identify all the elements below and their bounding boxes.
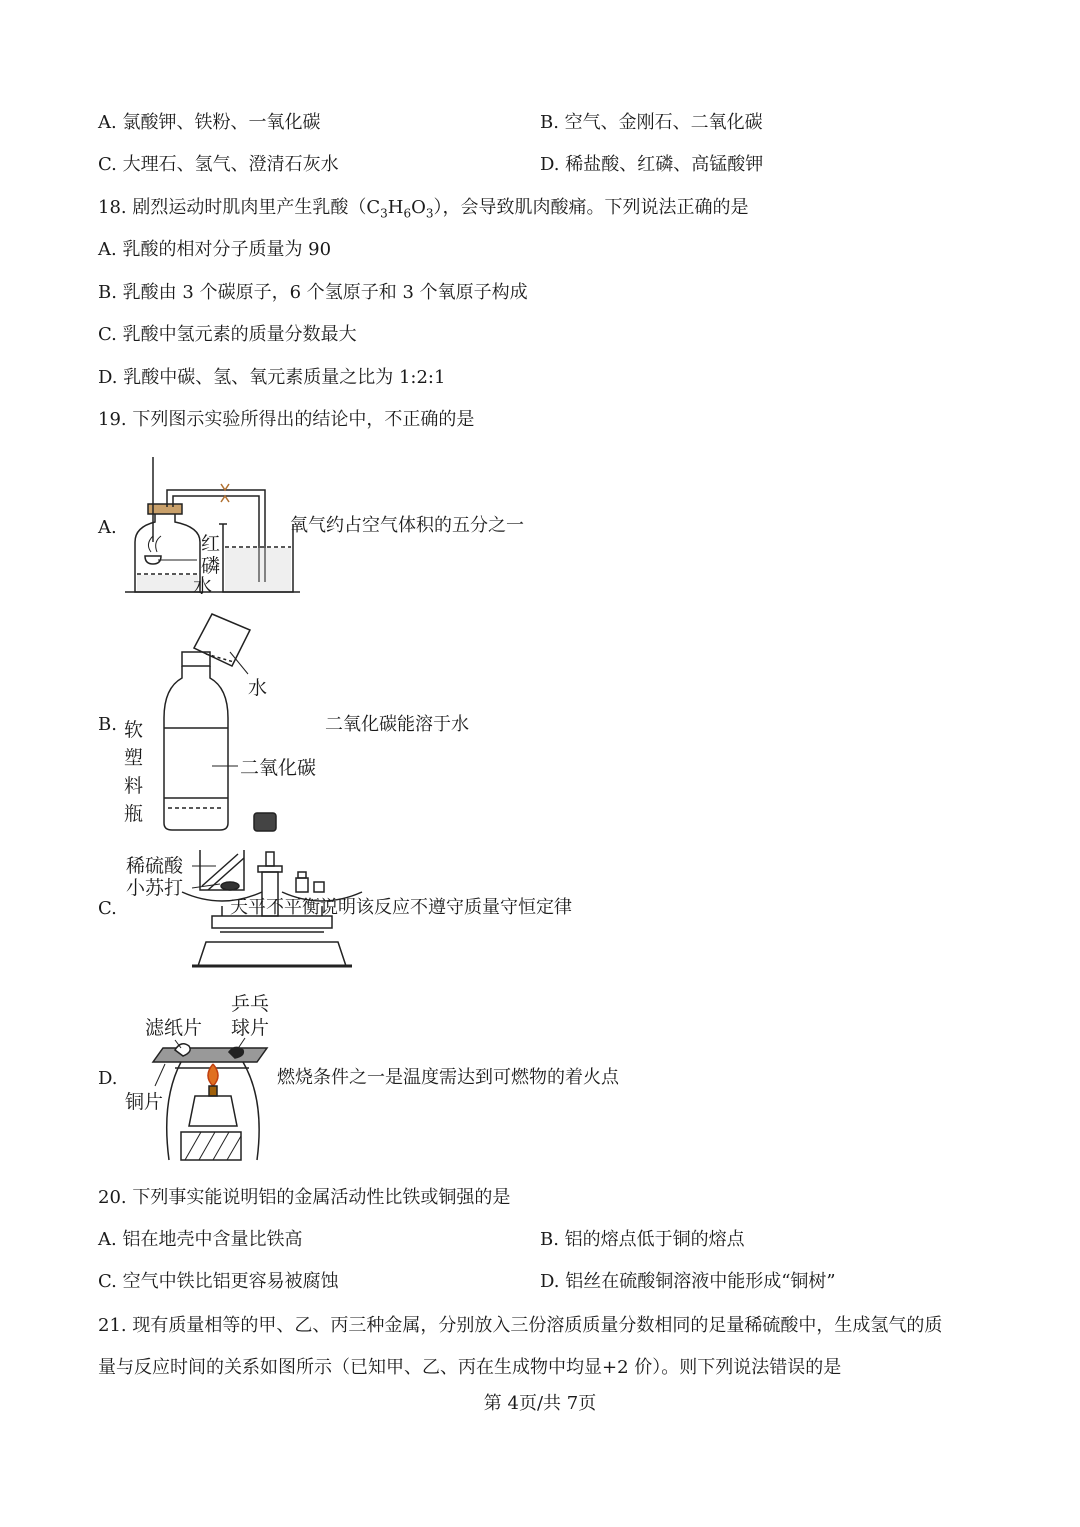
label-copper: 铜片 [125, 1091, 164, 1113]
q19-option-b-letter: B. [98, 714, 117, 735]
q19-option-a-conclusion: 氧气约占空气体积的五分之一 [290, 515, 524, 536]
label-soft: 软 [124, 719, 144, 741]
label-bottle: 瓶 [124, 803, 144, 825]
label-pingpong-1: 乒乓 [231, 993, 270, 1015]
q18-stem-suffix: ），会导致肌肉酸痛。下列说法正确的是 [433, 197, 749, 218]
q17-option-a: A. 氯酸钾、铁粉、一氧化碳 [98, 112, 321, 133]
q18-formula-sub: 6 [403, 206, 412, 221]
q18-option-a: A. 乳酸的相对分子质量为 90 [98, 239, 332, 260]
q18-formula-h: H [387, 197, 404, 218]
q20-option-c: C. 空气中铁比铝更容易被腐蚀 [98, 1271, 339, 1292]
q17-option-c: C. 大理石、氢气、澄清石灰水 [98, 154, 339, 175]
label-material: 料 [124, 775, 144, 797]
q19-option-c-letter: C. [98, 898, 117, 919]
q19-option-c-conclusion: 天平不平衡说明该反应不遵守质量守恒定律 [230, 897, 572, 918]
q18-formula-o: O [411, 197, 426, 218]
label-plastic: 塑 [124, 747, 144, 769]
label-baking-soda: 小苏打 [126, 877, 184, 899]
q19-stem: 19. 下列图示实验所得出的结论中，不正确的是 [98, 409, 475, 430]
label-water: 水 [248, 677, 268, 699]
q21-stem-line-2: 量与反应时间的关系如图所示（已知甲、乙、丙在生成物中均显+2 价）。则下列说法错误的是 [98, 1357, 842, 1378]
q20-stem: 20. 下列事实能说明铝的金属活动性比铁或铜强的是 [98, 1187, 511, 1208]
q21-stem-line-1: 21. 现有质量相等的甲、乙、丙三种金属，分别放入三份溶质质量分数相同的足量稀硫酸中，生成氢气的质 [98, 1315, 943, 1336]
label-red: 红 [201, 533, 221, 555]
q18-formula-sub: 3 [425, 206, 434, 221]
q18-stem [98, 197, 749, 225]
q17-option-b: B. 空气、金刚石、二氧化碳 [540, 112, 763, 133]
q20-option-d: D. 铝丝在硫酸铜溶液中能形成“铜树” [540, 1271, 836, 1292]
q18-option-d: D. 乳酸中碳、氢、氧元素质量之比为 1:2:1 [98, 367, 446, 388]
q18-option-b: B. 乳酸由 3 个碳原子，6 个氢原子和 3 个氧原子构成 [98, 282, 528, 303]
label-filter-paper: 滤纸片 [145, 1017, 203, 1039]
q19-option-d-conclusion: 燃烧条件之一是温度需达到可燃物的着火点 [277, 1067, 619, 1088]
q20-option-b: B. 铝的熔点低于铜的熔点 [540, 1229, 745, 1250]
q19-option-b-conclusion: 二氧化碳能溶于水 [325, 714, 469, 735]
q17-option-d: D. 稀盐酸、红磷、高锰酸钾 [540, 154, 764, 175]
q19-option-a-letter: A. [98, 517, 117, 538]
q18-stem-prefix: 18. 剧烈运动时肌肉里产生乳酸（C [98, 197, 381, 218]
page-footer: 第 4页/共 7页 [483, 1393, 597, 1414]
q18-option-c: C. 乳酸中氢元素的质量分数最大 [98, 324, 357, 345]
label-phosphorus: 磷 [201, 555, 221, 577]
label-dilute-sulfuric-acid: 稀硫酸 [126, 855, 184, 877]
q19-option-d-letter: D. [98, 1068, 118, 1089]
label-water: 水 [193, 575, 213, 597]
label-co2: 二氧化碳 [240, 757, 317, 779]
q18-formula-sub: 3 [380, 206, 388, 221]
q20-option-a: A. 铝在地壳中含量比铁高 [98, 1229, 303, 1250]
label-pingpong-2: 球片 [231, 1017, 270, 1039]
